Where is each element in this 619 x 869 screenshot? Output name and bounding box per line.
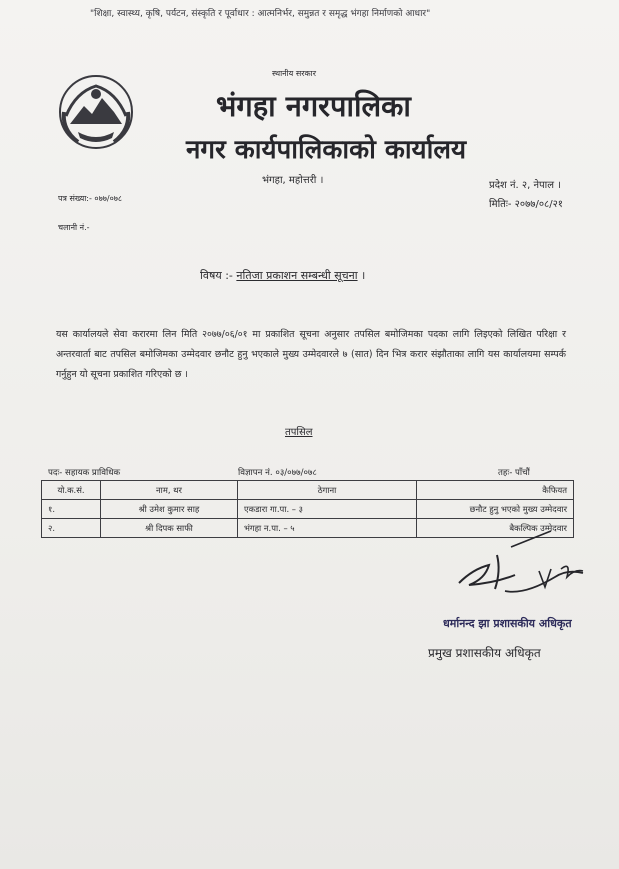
advertisement-number: विज्ञापन नं. ०३/०७७/०७८ [238, 468, 317, 478]
signature-scribble [455, 525, 595, 615]
table-cell: छनौट हुनु भएको मुख्य उम्मेदवार [417, 500, 574, 519]
subject-line [200, 268, 365, 283]
municipality-name: भंगहा नगरपालिका [216, 89, 411, 123]
subject-text: नतिजा प्रकाशन सम्बन्धी सूचना [236, 269, 358, 282]
column-header: कैफियत [417, 481, 574, 500]
letter-number: पत्र संख्या:- ०७७/०७८ [58, 194, 123, 203]
officer-stamp: धर्मानन्द झा प्रशासकीय अधिकृत [443, 617, 572, 630]
table-cell: श्री उमेश कुमार साह [101, 500, 238, 519]
office-name: नगर कार्यपालिकाको कार्यालय [186, 135, 467, 165]
table-cell: बैकल्पिक उम्मेदवार [417, 519, 574, 538]
table-cell: एकडारा गा.पा. – ३ [238, 500, 417, 519]
subject-prefix: विषय :- [200, 269, 233, 282]
table-cell: भंगहा न.पा. – ५ [238, 519, 417, 538]
address: भंगहा, महोत्तरी । [262, 175, 324, 186]
table-cell: २. [42, 519, 101, 538]
level-label: तहः- पाँचौं [498, 468, 530, 478]
table-row [42, 500, 574, 519]
table-cell: १. [42, 500, 101, 519]
local-government-label: स्थानीय सरकार [272, 69, 316, 78]
column-header: नाम, थर [101, 481, 238, 500]
column-header: ठेगाना [238, 481, 417, 500]
signatory-designation: प्रमुख प्रशासकीय अधिकृत [428, 646, 541, 660]
post-label: पदः- सहायक प्राविधिक [48, 468, 121, 478]
details-heading: तपसिल [285, 427, 313, 438]
table-header-row [42, 481, 574, 500]
dispatch-number: चलानी नं.- [58, 223, 90, 232]
notice-body: यस कार्यालयले सेवा करारमा लिन मिति २०७७/०६/०१ मा प्रकाशित सूचना अनुसार तपसिल बमोजिमका पदका लागि लिइएको लिखित परिक्षा र अन्तरवार्ता बाट तपसिल बमोजिमका उम्मेदवार छनौट हुनु भएकाले मुख्य उम्मेदवारले ७ (सात) दिन भित्र करार संझौताका लागि यस कार्यालयमा सम्पर्क गर्नुहुन यो सूचना प्रकाशित गरिएको छ । [56, 329, 566, 380]
province: प्रदेश नं. २, नेपाल । [489, 180, 562, 191]
subject-suffix: । [361, 269, 366, 282]
motto: "शिक्षा, स्वास्थ्य, कृषि, पर्यटन, संस्कृति र पूर्वाधार : आत्मनिर्भर, समुन्नत र समृद्ध भंगहा निर्माणको आधार" [90, 9, 431, 19]
column-header: यो.क.सं. [42, 481, 101, 500]
nepal-emblem-icon [56, 72, 136, 152]
letter-date: मितिः- २०७७/०८/२१ [489, 199, 564, 210]
table-cell: श्री दिपक साफी [101, 519, 238, 538]
